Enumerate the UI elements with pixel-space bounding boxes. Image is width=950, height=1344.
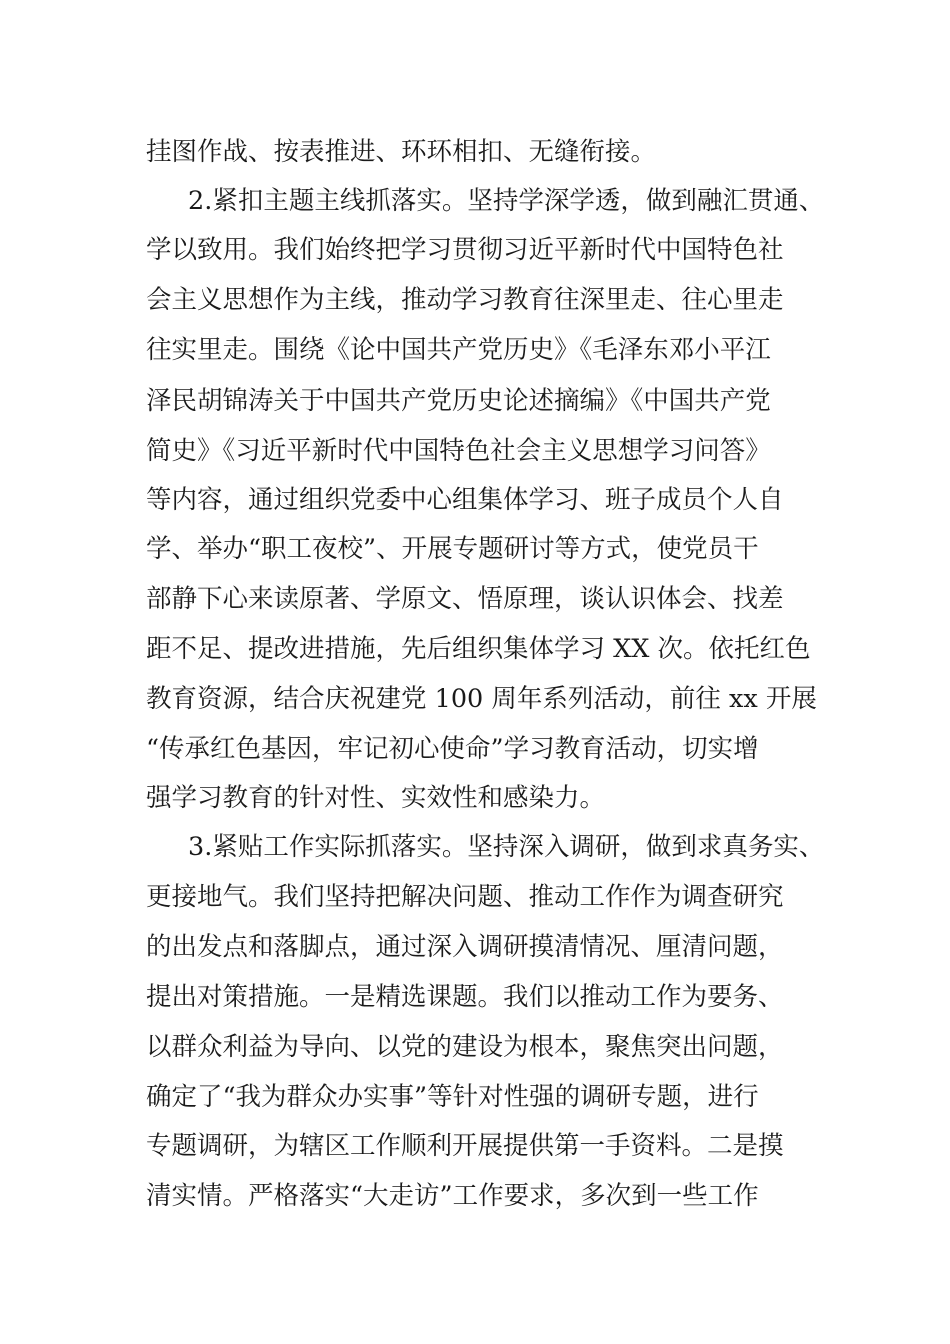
text-line: 学、举办“职工夜校”、开展专题研讨等方式，使党员干 (146, 534, 759, 564)
text-line: 确定了“我为群众办实事”等针对性强的调研专题，进行 (146, 1082, 759, 1112)
text-line: 泽民胡锦涛关于中国共产党历史论述摘编》《中国共产党 (146, 386, 771, 416)
text-line: “传承红色基因，牢记初心使命”学习教育活动，切实增 (146, 734, 759, 764)
section-2-heading-line: 2.紧扣主题主线抓落实。坚持学深学透，做到融汇贯通、 (188, 186, 825, 216)
text-line: 以群众利益为导向、以党的建设为根本，聚焦突出问题， (146, 1032, 784, 1062)
text-line: 部静下心来读原著、学原文、悟原理，谈认识体会、找差 (146, 584, 784, 614)
text-line: 等内容，通过组织党委中心组集体学习、班子成员个人自 (146, 485, 784, 515)
text-line: 教育资源，结合庆祝建党 100 周年系列活动，前往 xx 开展 (146, 684, 817, 714)
text-line: 清实情。严格落实“大走访”工作要求，多次到一些工作 (146, 1181, 759, 1211)
text-line: 学以致用。我们始终把学习贯彻习近平新时代中国特色社 (146, 235, 784, 265)
text-line: 的出发点和落脚点，通过深入调研摸清情况、厘清问题， (146, 932, 784, 962)
text-line: 挂图作战、按表推进、环环相扣、无缝衔接。 (146, 137, 657, 167)
text-line: 提出对策措施。一是精选课题。我们以推动工作为要务、 (146, 982, 784, 1012)
text-line: 往实里走。围绕《论中国共产党历史》《毛泽东邓小平江 (146, 335, 771, 365)
text-line: 强学习教育的针对性、实效性和感染力。 (146, 783, 606, 813)
text-line: 距不足、提改进措施，先后组织集体学习 XX 次。依托红色 (146, 634, 811, 664)
text-line: 简史》《习近平新时代中国特色社会主义思想学习问答》 (146, 436, 771, 466)
text-line: 更接地气。我们坚持把解决问题、推动工作作为调查研究 (146, 882, 784, 912)
text-line: 会主义思想作为主线，推动学习教育往深里走、往心里走 (146, 285, 784, 315)
text-line: 专题调研，为辖区工作顺利开展提供第一手资料。二是摸 (146, 1131, 784, 1161)
section-3-heading-line: 3.紧贴工作实际抓落实。坚持深入调研，做到求真务实、 (188, 832, 825, 862)
